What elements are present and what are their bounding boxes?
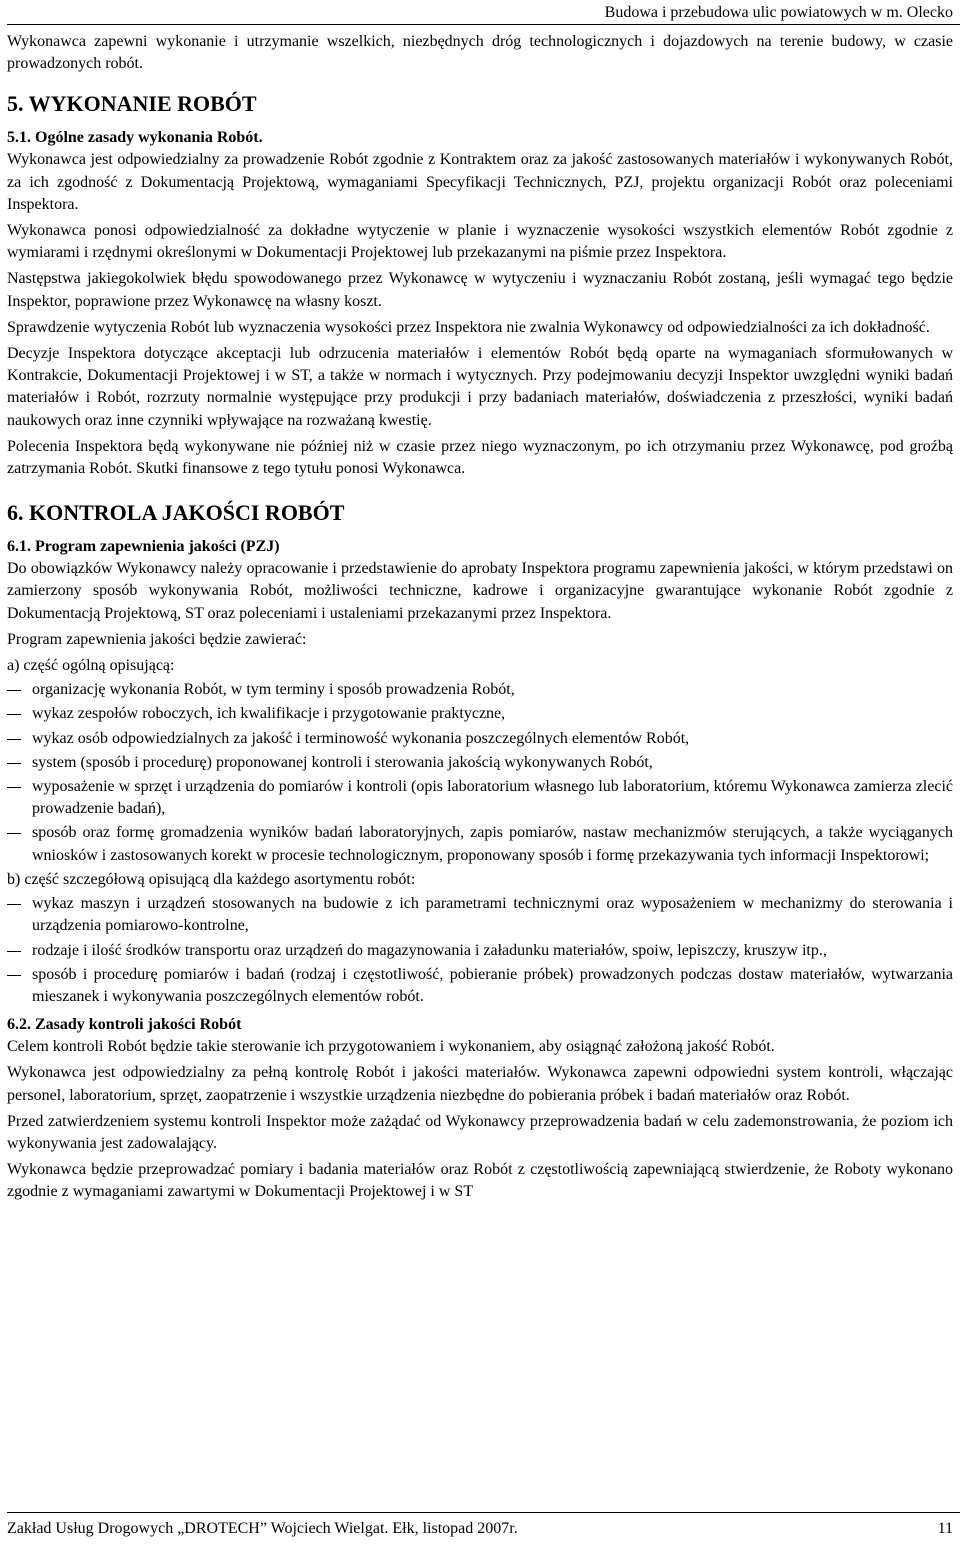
list-b-label: b) część szczegółową opisującą dla każdego asortymentu robót: bbox=[7, 870, 416, 888]
section-5-1-heading: 5.1. Ogólne zasady wykonania Robót. bbox=[7, 129, 263, 147]
header-rule bbox=[7, 24, 960, 25]
section-6-1-heading: 6.1. Program zapewnienia jakości (PZJ) bbox=[7, 538, 280, 556]
running-footer bbox=[7, 1519, 953, 1539]
paragraph: Sprawdzenie wytyczenia Robót lub wyznaczenia wysokości przez Inspektora nie zwalnia Wykonawcy od odpowiedzialności za ich dokładność. bbox=[7, 318, 930, 336]
running-header: Budowa i przebudowa ulic powiatowych w m. Olecko bbox=[604, 4, 953, 21]
list-b bbox=[7, 893, 953, 1008]
list-a-label: a) część ogólną opisującą: bbox=[7, 657, 175, 675]
paragraph: Do obowiązków Wykonawcy należy opracowanie i przedstawienie do aprobaty Inspektora programu zapewnienia jakości, w którym przedstawi on zamierzony sposób wykonywania Robót, możliwości techniczne, kadrowe i organizacyjne gwarantujące wykonanie Robót zgodnie z Dokumentacją Projektową, ST oraz poleceniami i ustaleniami przekazanymi przez Inspektora. bbox=[7, 560, 953, 622]
list-item: sposób oraz formę gromadzenia wyników badań laboratoryjnych, zapis pomiarów, nastaw mechanizmów sterujących, a także wyciąganych wniosków i zastosowanych korekt w procesie technologicznym, proponowany sposób i formę przekazywania tych informacji Inspektorowi; bbox=[7, 822, 953, 866]
list-item: rodzaje i ilość środków transportu oraz urządzeń do magazynowania i załadunku materiałów, spoiw, lepiszczy, kruszyw itp., bbox=[7, 940, 953, 962]
paragraph: Wykonawca będzie przeprowadzać pomiary i badania materiałów oraz Robót z częstotliwością zapewniającą stwierdzenie, że Roboty wykonano zgodnie z wymaganiami zawartymi w Dokumentacji Projektowej i w ST bbox=[7, 1161, 953, 1201]
paragraph: Wykonawca ponosi odpowiedzialność za dokładne wytyczenie w planie i wyznaczenie wysokości wszystkich elementów Robót zgodnie z wymiarami i rzędnymi określonymi w Dokumentacji Projektowej lub przekazanymi na piśmie przez Inspektora. bbox=[7, 222, 953, 262]
paragraph: Wykonawca jest odpowiedzialny za pełną kontrolę Robót i jakości materiałów. Wykonawca zapewni odpowiedni system kontroli, włączając personel, laboratorium, sprzęt, zaopatrzenie i wszystkie urządzenia niezbędne do pobierania próbek i badań materiałów oraz Robót. bbox=[7, 1064, 953, 1104]
list-item: wykaz osób odpowiedzialnych za jakość i terminowość wykonania poszczególnych elementów Robót, bbox=[7, 728, 953, 750]
list-item: sposób i procedurę pomiarów i badań (rodzaj i częstotliwość, pobieranie próbek) prowadzonych podczas dostaw materiałów, wytwarzania mieszanek i wykonywania poszczególnych elementów robót. bbox=[7, 964, 953, 1008]
footer-rule bbox=[7, 1512, 960, 1513]
page-number: 11 bbox=[937, 1520, 953, 1537]
intro-paragraph: Wykonawca zapewni wykonanie i utrzymanie wszelkich, niezbędnych dróg technologicznych i dojazdowych na terenie budowy, w czasie prowadzonych robót. bbox=[7, 33, 953, 73]
paragraph: Wykonawca jest odpowiedzialny za prowadzenie Robót zgodnie z Kontraktem oraz za jakość zastosowanych materiałów i wykonywanych Robót, za ich zgodność z Dokumentacją Projektową, wymaganiami Specyfikacji Technicznych, PZJ, projektu organizacji Robót oraz poleceniami Inspektora. bbox=[7, 151, 953, 213]
section-6-2-heading: 6.2. Zasady kontroli jakości Robót bbox=[7, 1016, 242, 1034]
paragraph: Program zapewnienia jakości będzie zawierać: bbox=[7, 630, 307, 648]
section-5-heading: 5. WYKONANIE ROBÓT bbox=[7, 91, 257, 117]
paragraph: Celem kontroli Robót będzie takie sterowanie ich przygotowaniem i wykonaniem, aby osiągnąć założoną jakość Robót. bbox=[7, 1038, 775, 1056]
paragraph: Następstwa jakiegokolwiek błędu spowodowanego przez Wykonawcę w wytyczeniu i wyznaczaniu Robót zostaną, jeśli wymagać tego będzie Inspektor, poprawione przez Wykonawcę na własny koszt. bbox=[7, 270, 953, 310]
document-page bbox=[7, 0, 957, 1548]
list-item: wykaz zespołów roboczych, ich kwalifikacje i przygotowanie praktyczne, bbox=[7, 703, 953, 725]
paragraph: Polecenia Inspektora będą wykonywane nie później niż w czasie przez niego wyznaczonym, po ich otrzymaniu przez Wykonawcę, pod groźbą zatrzymania Robót. Skutki finansowe z tego tytułu ponosi Wykonawca. bbox=[7, 437, 953, 478]
document-body bbox=[7, 31, 953, 1208]
list-a bbox=[7, 679, 953, 867]
list-item: wyposażenie w sprzęt i urządzenia do pomiarów i kontroli (opis laboratorium własnego lub laboratorium, któremu Wykonawca zamierza zlecić prowadzenie badań), bbox=[7, 776, 953, 820]
footer-text: Zakład Usług Drogowych „DROTECH” Wojciech Wielgat. Ełk, listopad 2007r. bbox=[7, 1520, 518, 1537]
section-6-heading: 6. KONTROLA JAKOŚCI ROBÓT bbox=[7, 500, 345, 526]
paragraph: Przed zatwierdzeniem systemu kontroli Inspektor może zażądać od Wykonawcy przeprowadzenia badań w celu zademonstrowania, że poziom ich wykonywania jest zadowalający. bbox=[7, 1112, 953, 1152]
list-item: organizację wykonania Robót, w tym terminy i sposób prowadzenia Robót, bbox=[7, 679, 953, 701]
list-item: wykaz maszyn i urządzeń stosowanych na budowie z ich parametrami technicznymi oraz wyposażeniem w mechanizmy do sterowania i urządzenia pomiarowo-kontrolne, bbox=[7, 893, 953, 937]
list-item: system (sposób i procedurę) proponowanej kontroli i sterowania jakością wykonywanych Robót, bbox=[7, 752, 953, 774]
paragraph: Decyzje Inspektora dotyczące akceptacji lub odrzucenia materiałów i elementów Robót będą oparte na wymaganiach sformułowanych w Kontrakcie, Dokumentacji Projektowej i w ST, a także w normach i wytycznych. Przy podejmowaniu decyzji Inspektor uwzględni wyniki badań materiałów i Robót, rozrzuty normalnie występujące przy produkcji i przy badaniach materiałów, doświadczenia z przeszłości, wyniki badań naukowych oraz inne czynniki wpływające na rozważaną kwestię. bbox=[7, 345, 953, 429]
